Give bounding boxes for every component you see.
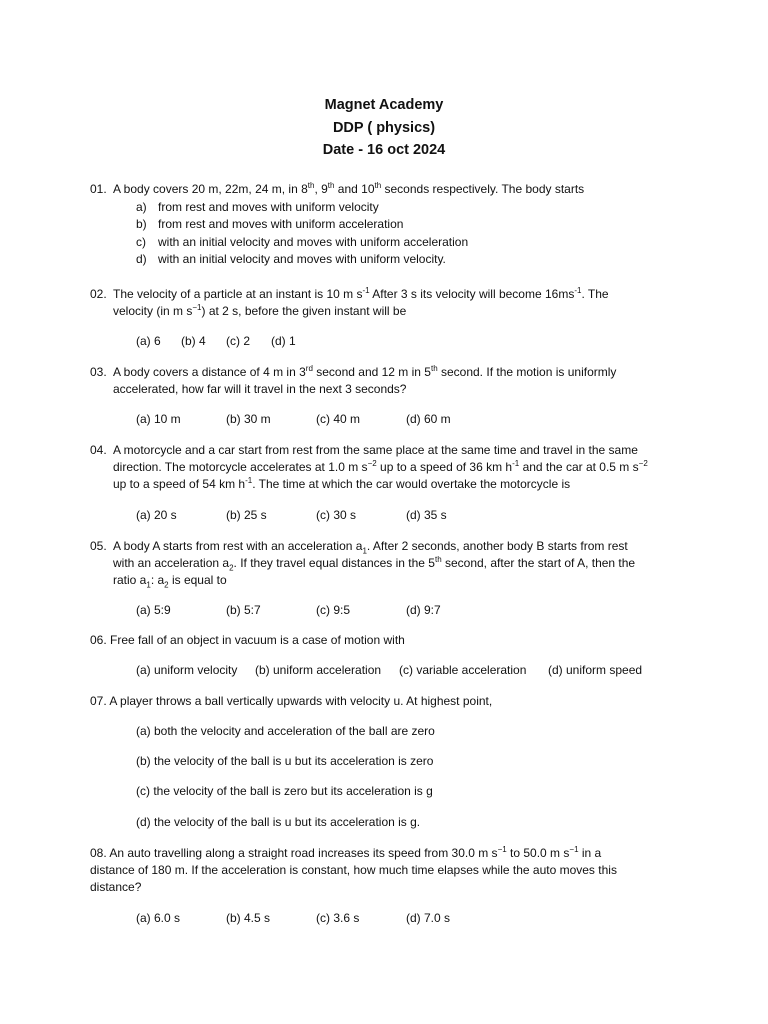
q6-option-c: (c) variable acceleration (399, 663, 527, 677)
q7-option-d: (d) the velocity of the ball is u but its acceleration is g. (136, 815, 421, 829)
question-4-line-3 (113, 476, 570, 494)
q1-text-part: , 9 (314, 182, 328, 196)
q8-text-part: 08. An auto travelling along a straight road increases its speed from 30.0 m s (90, 846, 498, 860)
q1-text-part: A body covers 20 m, 22m, 24 m, in 8 (113, 182, 308, 196)
q5-option-d: (d) 9:7 (406, 603, 441, 617)
q3-text-part: A body covers a distance of 4 m in 3 (113, 365, 306, 379)
question-8-line-3: distance? (90, 880, 142, 894)
question-3-number: 03. (90, 365, 107, 379)
q2-option-a: (a) 6 (136, 334, 161, 348)
option-text: with an initial velocity and moves with uniform acceleration (158, 235, 469, 249)
q5-text-part: A body A starts from rest with an acceleration a (113, 539, 363, 553)
institute-title: Magnet Academy (324, 97, 444, 113)
question-1-text (113, 181, 584, 199)
q5-text-part: : a (150, 573, 165, 587)
q7-option-b: (b) the velocity of the ball is u but its acceleration is zero (136, 754, 434, 768)
question-5-line-3 (113, 572, 227, 590)
question-3-line-2: accelerated, how far will it travel in the next 3 seconds? (113, 382, 407, 396)
q5-superscript: th (434, 555, 442, 564)
q2-option-d: (d) 1 (271, 334, 296, 348)
option-tag: a) (136, 200, 147, 214)
subject-title: DDP ( physics) (332, 119, 436, 136)
q8-option-b: (b) 4.5 s (226, 911, 271, 925)
option-tag: d) (136, 252, 147, 266)
question-8-line-2: distance of 180 m. If the acceleration is constant, how much time elapses while the auto moves this (90, 863, 617, 877)
q1-superscript: th (327, 181, 335, 190)
q3-text-part: second and 12 m in 5 (312, 365, 431, 379)
q5-subscript: 2 (164, 580, 169, 590)
q5-subscript: 2 (229, 563, 234, 573)
q8-option-c: (c) 3.6 s (316, 911, 360, 925)
q5-subscript: 1 (362, 546, 367, 556)
q5-option-c: (c) 9:5 (316, 603, 351, 617)
q4-option-d: (d) 35 s (406, 508, 447, 522)
q5-text-part: ratio a (113, 573, 147, 587)
q2-superscript: -1 (362, 286, 370, 295)
q2-option-b: (b) 4 (181, 334, 206, 348)
question-7-line: 07. A player throws a ball vertically upwards with velocity u. At highest point, (90, 694, 493, 708)
q1-superscript: th (307, 181, 315, 190)
question-6-line: 06. Free fall of an object in vacuum is a case of motion with (90, 633, 405, 647)
q4-text-part: direction. The motorcycle accelerates at 1.0 m s (113, 460, 368, 474)
q1-option-d (136, 251, 446, 269)
q3-superscript: th (430, 364, 438, 373)
q1-text-part: seconds respectively. The body starts (381, 182, 585, 196)
q3-option-d: (d) 60 m (406, 412, 451, 426)
q7-option-c: (c) the velocity of the ball is zero but its acceleration is g (136, 784, 433, 798)
q4-superscript: -1 (512, 459, 520, 468)
q2-superscript: −1 (192, 303, 202, 312)
question-5-line-2 (113, 555, 635, 573)
q4-option-c: (c) 30 s (316, 508, 357, 522)
q2-text-part: After 3 s its velocity will become 16ms (369, 287, 575, 301)
question-8-line-1 (90, 845, 601, 863)
q2-text-part: . The (581, 287, 609, 301)
question-5-number: 05. (90, 539, 107, 553)
q2-superscript: -1 (574, 286, 582, 295)
q3-text-part: second. If the motion is uniformly (437, 365, 617, 379)
q4-option-a: (a) 20 s (136, 508, 177, 522)
q4-superscript: −2 (367, 459, 377, 468)
option-text: with an initial velocity and moves with uniform velocity. (158, 252, 446, 266)
q1-text-part: and 10 (334, 182, 375, 196)
question-2-line-1 (113, 286, 609, 304)
q2-text-part: The velocity of a particle at an instant is 10 m s (113, 287, 363, 301)
q4-superscript: -1 (245, 476, 253, 485)
option-tag: b) (136, 217, 147, 231)
q4-text-part: and the car at 0.5 m s (519, 460, 639, 474)
q5-text-part: with an acceleration a (113, 556, 230, 570)
date-title: Date - 16 oct 2024 (322, 142, 446, 158)
question-5-line-1 (113, 538, 628, 556)
q3-superscript: rd (305, 364, 313, 373)
q5-text-part: . If they travel equal distances in the 5 (233, 556, 435, 570)
question-4-number: 04. (90, 443, 107, 457)
q3-option-c: (c) 40 m (316, 412, 361, 426)
q8-option-d: (d) 7.0 s (406, 911, 451, 925)
q1-option-b (136, 216, 403, 234)
question-2-number: 02. (90, 287, 107, 301)
q3-option-b: (b) 30 m (226, 412, 271, 426)
q4-text-part: up to a speed of 54 km h (113, 477, 246, 491)
question-3-line-1 (113, 364, 616, 382)
q5-text-part: . After 2 seconds, another body B starts from rest (366, 539, 628, 553)
q8-text-part: in a (578, 846, 602, 860)
q6-option-b: (b) uniform acceleration (255, 663, 382, 677)
q4-superscript: −2 (638, 459, 648, 468)
option-text: from rest and moves with uniform velocity (158, 200, 379, 214)
q6-option-a: (a) uniform velocity (136, 663, 238, 677)
q2-text-part: ) at 2 s, before the given instant will be (201, 304, 407, 318)
q8-text-part: to 50.0 m s (506, 846, 570, 860)
q5-option-b: (b) 5:7 (226, 603, 261, 617)
q8-superscript: −1 (569, 845, 579, 854)
q2-option-c: (c) 2 (226, 334, 250, 348)
q4-text-part: up to a speed of 36 km h (376, 460, 513, 474)
question-1-number: 01. (90, 182, 107, 196)
q5-option-a: (a) 5:9 (136, 603, 171, 617)
q4-option-b: (b) 25 s (226, 508, 267, 522)
q5-subscript: 1 (146, 580, 151, 590)
q6-option-d: (d) uniform speed (548, 663, 643, 677)
q8-superscript: −1 (497, 845, 507, 854)
q5-text-part: is equal to (168, 573, 227, 587)
q1-option-a (136, 199, 379, 217)
question-4-line-2 (113, 459, 648, 477)
question-4-line-1: A motorcycle and a car start from rest from the same place at the same time and travel in the same (113, 443, 638, 457)
q3-option-a: (a) 10 m (136, 412, 181, 426)
question-2-line-2 (113, 303, 406, 321)
q5-text-part: second, after the start of A, then the (441, 556, 636, 570)
option-text: from rest and moves with uniform acceleration (158, 217, 404, 231)
option-tag: c) (136, 235, 146, 249)
header (0, 94, 768, 162)
q8-option-a: (a) 6.0 s (136, 911, 181, 925)
q2-text-part: velocity (in m s (113, 304, 193, 318)
q7-option-a: (a) both the velocity and acceleration of the ball are zero (136, 724, 435, 738)
q1-superscript: th (374, 181, 382, 190)
q4-text-part: . The time at which the car would overtake the motorcycle is (252, 477, 571, 491)
q1-option-c (136, 234, 468, 252)
